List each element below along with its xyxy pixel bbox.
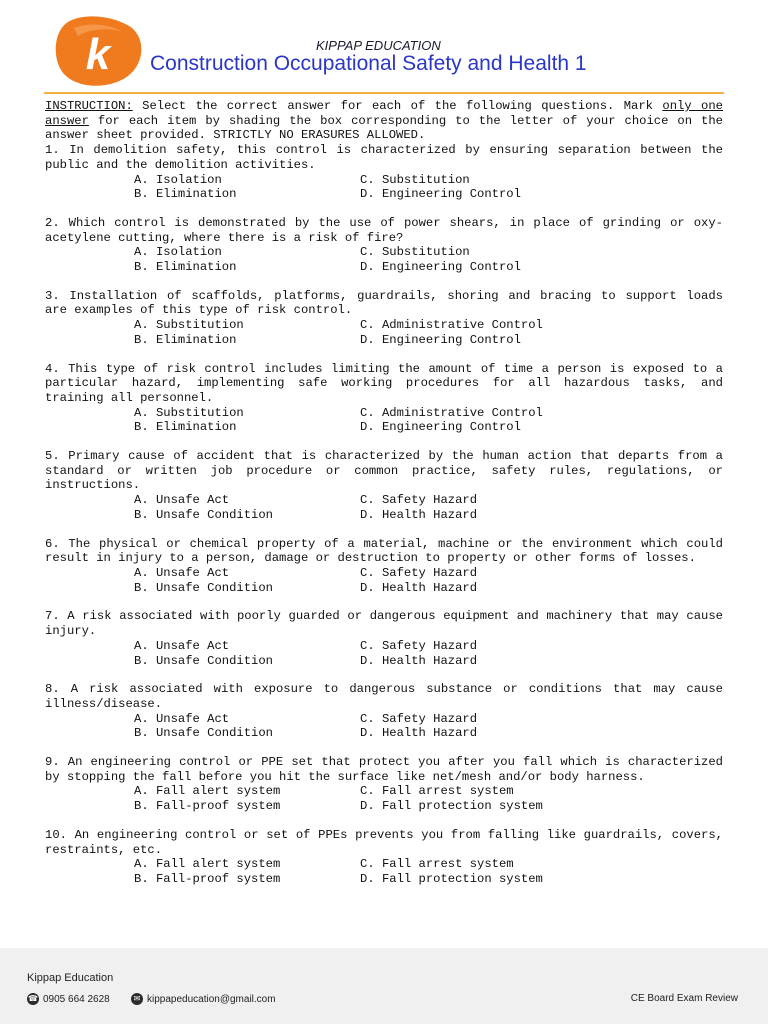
footer-email: [131, 993, 276, 1005]
question-text: 10. An engineering control or set of PPEs prevents you from falling like guardrails, covers, restraints, etc.: [45, 827, 723, 857]
exam-content: [45, 99, 723, 887]
organization-name: KIPPAP EDUCATION: [316, 38, 441, 53]
answer-option: A. Unsafe Act: [134, 493, 230, 508]
header-rule: [44, 92, 724, 94]
kippap-logo: [54, 14, 146, 90]
answer-option: A. Isolation: [134, 245, 222, 260]
answer-options: [45, 566, 723, 595]
answer-option: C. Safety Hazard: [360, 565, 478, 580]
instruction-text-1: Select the correct answer for each of the following questions. Mark: [132, 99, 663, 113]
question-item: [45, 449, 723, 523]
answer-option: A. Fall alert system: [134, 857, 281, 872]
question-item: [45, 362, 723, 436]
answer-option: D. Fall protection system: [360, 799, 543, 814]
phone-icon: ☎: [28, 994, 38, 1003]
answer-option: C. Safety Hazard: [360, 711, 478, 726]
question-text: 4. This type of risk control includes limiting the amount of time a person is exposed to a particular hazard, implementing safe working procedures for all hazardous tasks, and training all personnel.: [45, 361, 723, 405]
answer-option: C. Fall arrest system: [360, 784, 514, 799]
answer-option: C. Substitution: [360, 172, 470, 187]
question-text: 5. Primary cause of accident that is characterized by the human action that departs from a standard or written job procedure or common practice, safety rules, regulations, or instructions.: [45, 449, 723, 493]
question-item: [45, 755, 723, 814]
question-text: 7. A risk associated with poorly guarded or dangerous equipment and machinery that may cause injury.: [45, 609, 723, 639]
answer-options: [45, 493, 723, 522]
answer-option: D. Health Hazard: [360, 507, 478, 522]
footer-tagline: CE Board Exam Review: [630, 993, 738, 1004]
answer-option: C. Safety Hazard: [360, 493, 478, 508]
answer-option: A. Substitution: [134, 405, 244, 420]
answer-option: D. Engineering Control: [360, 260, 521, 275]
question-item: [45, 828, 723, 887]
instruction-label: INSTRUCTION:: [45, 99, 133, 113]
answer-options: [45, 245, 723, 274]
question-text: 3. Installation of scaffolds, platforms, guardrails, shoring and bracing to support loads are examples of this type of risk control.: [45, 288, 723, 318]
instruction-block: [45, 99, 723, 143]
answer-option: A. Isolation: [134, 172, 222, 187]
answer-option: B. Fall-proof system: [134, 799, 281, 814]
email-icon: ✉: [131, 993, 143, 1005]
answer-options: [45, 406, 723, 435]
question-text: 8. A risk associated with exposure to dangerous substance or conditions that may cause illness/disease.: [45, 682, 723, 711]
answer-option: D. Engineering Control: [360, 187, 521, 202]
answer-options: [45, 784, 723, 813]
email-address: kippapeducation@gmail.com: [147, 993, 276, 1005]
question-list: [45, 143, 723, 887]
question-text: 1. In demolition safety, this control is characterized by ensuring separation between the public and the demolition activities.: [45, 143, 723, 172]
answer-option: A. Unsafe Act: [134, 638, 230, 653]
answer-options: [45, 712, 723, 741]
answer-option: D. Health Hazard: [360, 653, 478, 668]
answer-options: [45, 639, 723, 668]
question-item: [45, 216, 723, 275]
question-text: 6. The physical or chemical property of a material, machine or the environment which could result in injury to a person, damage or destruction to property or other forms of losses.: [45, 536, 723, 566]
answer-option: A. Fall alert system: [134, 784, 281, 799]
question-item: [45, 289, 723, 348]
answer-option: B. Elimination: [134, 260, 237, 275]
answer-option: A. Substitution: [134, 318, 244, 333]
question-text: 2. Which control is demonstrated by the use of power shears, in place of grinding or oxy-acetylene cutting, where there is a risk of fire?: [45, 215, 723, 245]
answer-option: B. Unsafe Condition: [134, 726, 273, 741]
question-item: [45, 682, 723, 741]
answer-option: B. Unsafe Condition: [134, 507, 273, 522]
instruction-text-2: for each item by shading the box corresponding to the letter of your choice on the answer sheet provided. STRICTLY NO ERASURES ALLOWED.: [45, 113, 723, 143]
page-header: [0, 0, 768, 100]
question-item: [45, 609, 723, 668]
answer-option: A. Unsafe Act: [134, 565, 230, 580]
answer-options: [45, 318, 723, 347]
answer-option: B. Elimination: [134, 332, 237, 347]
answer-options: [45, 857, 723, 886]
answer-option: C. Substitution: [360, 245, 470, 260]
page-footer: [0, 948, 768, 1024]
document-title: Construction Occupational Safety and Health 1: [150, 52, 587, 75]
answer-option: D. Engineering Control: [360, 332, 521, 347]
instruction-emphasis: only one answer: [45, 99, 723, 128]
answer-option: C. Safety Hazard: [360, 638, 478, 653]
answer-options: [45, 173, 723, 202]
answer-option: B. Elimination: [134, 187, 237, 202]
answer-option: C. Administrative Control: [360, 318, 543, 333]
answer-option: C. Fall arrest system: [360, 857, 514, 872]
answer-option: D. Health Hazard: [360, 580, 478, 595]
logo-letter: k: [85, 30, 111, 79]
question-item: [45, 537, 723, 596]
answer-option: B. Fall-proof system: [134, 871, 281, 886]
footer-org: Kippap Education: [27, 972, 114, 984]
answer-option: D. Fall protection system: [360, 871, 543, 886]
answer-option: B. Elimination: [134, 420, 237, 435]
answer-option: C. Administrative Control: [360, 405, 543, 420]
answer-option: B. Unsafe Condition: [134, 580, 273, 595]
footer-phone: [27, 993, 110, 1005]
answer-option: D. Health Hazard: [360, 726, 478, 741]
answer-option: D. Engineering Control: [360, 420, 521, 435]
answer-option: B. Unsafe Condition: [134, 653, 273, 668]
phone-number: 0905 664 2628: [43, 993, 110, 1005]
answer-option: A. Unsafe Act: [134, 711, 230, 726]
question-item: [45, 143, 723, 202]
question-text: 9. An engineering control or PPE set that protect you after you fall which is characterized by stopping the fall before you hit the surface like net/mesh and/or body harness.: [45, 755, 723, 784]
